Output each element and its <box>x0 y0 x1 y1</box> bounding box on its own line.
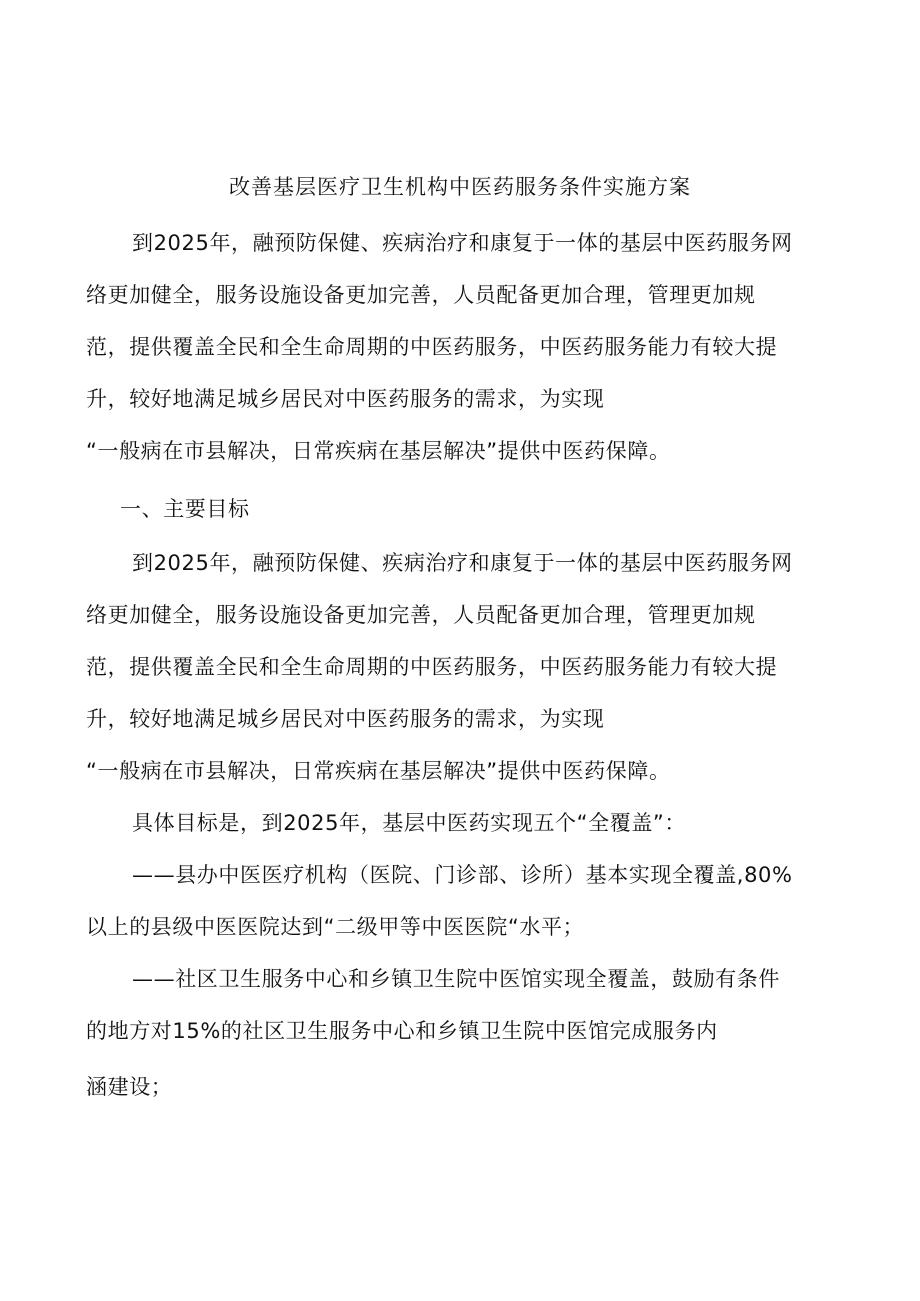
item1-line-2: 以上的县级中医医院达到“二级甲等中医医院“水平； <box>86 915 585 939</box>
goal-line-5: “一般病在市县解决，日常疾病在基层解决”提供中医药保障。 <box>86 759 671 783</box>
intro-line-1: 到2025年，融预防保健、疾病治疗和康复于一体的基层中医药服务网 <box>132 231 793 255</box>
intro-line-4: 升，较好地满足城乡居民对中医药服务的需求，为实现 <box>86 387 605 411</box>
item1-line-1: ——县办中医医疗机构（医院、门诊部、诊所）基本实现全覆盖,80% <box>132 863 793 887</box>
item2-line-2: 的地方对15%的社区卫生服务中心和乡镇卫生院中医馆完成服务内 <box>86 1019 718 1043</box>
intro-line-3: 范，提供覆盖全民和全生命周期的中医药服务，中医药服务能力有较大提 <box>86 335 778 359</box>
goal-line-3: 范，提供覆盖全民和全生命周期的中医药服务，中医药服务能力有较大提 <box>86 655 778 679</box>
goal-line-4: 升，较好地满足城乡居民对中医药服务的需求，为实现 <box>86 707 605 731</box>
section-heading: 一、主要目标 <box>120 497 250 521</box>
item2-line-3: 涵建设； <box>86 1075 173 1099</box>
specific-goal-line: 具体目标是，到2025年，基层中医药实现五个“全覆盖”： <box>132 811 686 835</box>
intro-line-2: 络更加健全，服务设施设备更加完善，人员配备更加合理，管理更加规 <box>86 283 756 307</box>
goal-line-2: 络更加健全，服务设施设备更加完善，人员配备更加合理，管理更加规 <box>86 603 756 627</box>
intro-line-5: “一般病在市县解决，日常疾病在基层解决”提供中医药保障。 <box>86 439 671 463</box>
item2-line-1: ——社区卫生服务中心和乡镇卫生院中医馆实现全覆盖，鼓励有条件 <box>132 967 780 991</box>
document-title: 改善基层医疗卫生机构中医药服务条件实施方案 <box>229 175 691 199</box>
goal-line-1: 到2025年，融预防保健、疾病治疗和康复于一体的基层中医药服务网 <box>132 551 793 575</box>
